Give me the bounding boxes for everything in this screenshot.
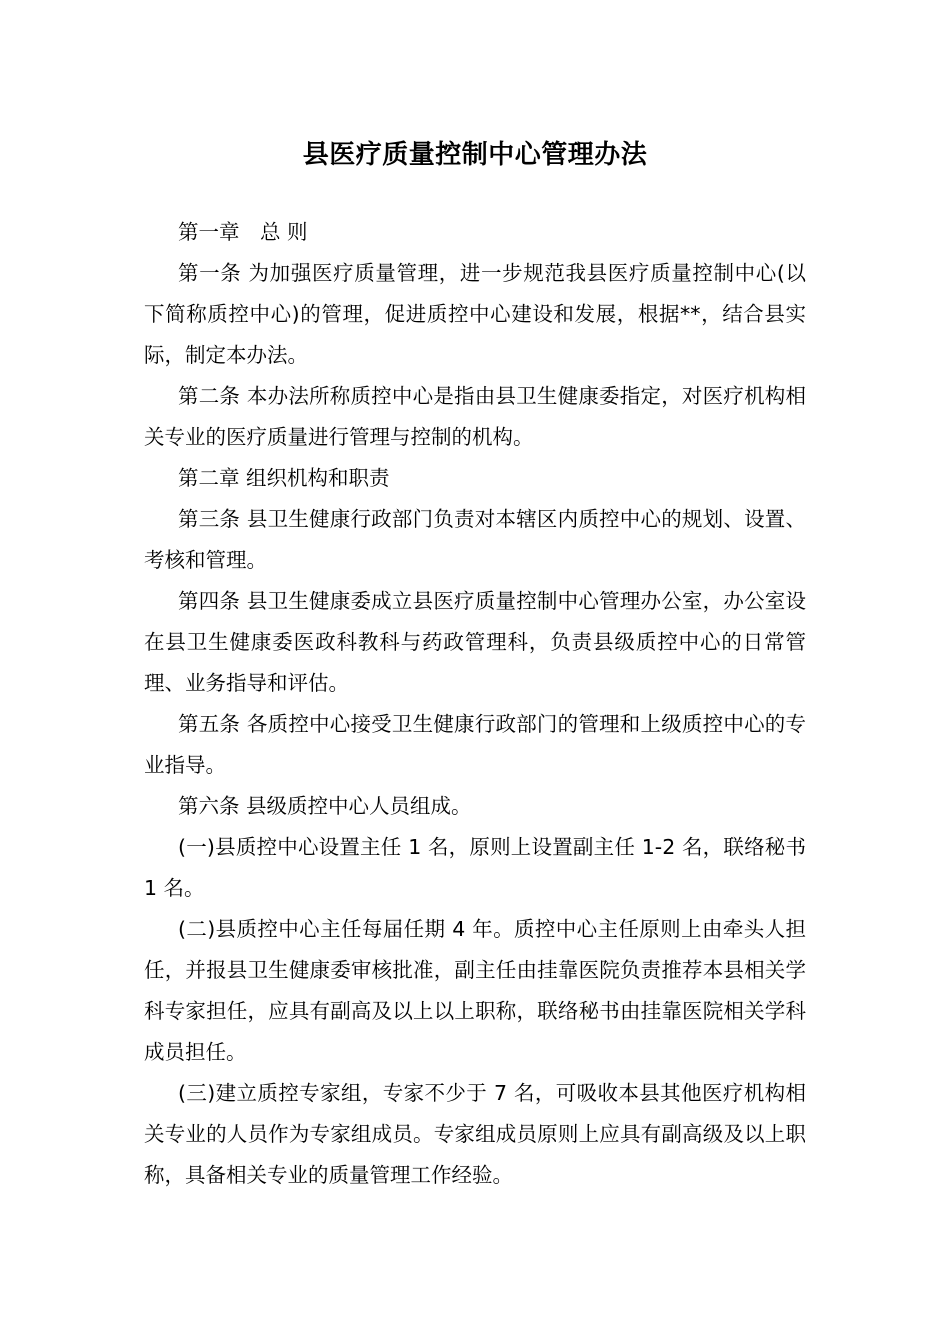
article-paragraph: 第四条 县卫生健康委成立县医疗质量控制中心管理办公室，办公室设在县卫生健康委医政科教科与药政管理科，负责县级质控中心的日常管理、业务指导和评估。 [144, 589, 806, 695]
list-item-paragraph: (三)建立质控专家组，专家不少于 7 名，可吸收本县其他医疗机构相关专业的人员作为专家组成员。专家组成员原则上应具有副高级及以上职称，具备相关专业的质量管理工作经验。 [144, 1081, 806, 1187]
article-paragraph: 第三条 县卫生健康行政部门负责对本辖区内质控中心的规划、设置、考核和管理。 [144, 507, 806, 572]
chapter-heading: 第二章 组织机构和职责 [178, 466, 390, 490]
article-paragraph: 第六条 县级质控中心人员组成。 [178, 794, 472, 818]
document-title: 县医疗质量控制中心管理办法 [302, 140, 648, 170]
document-body [144, 212, 806, 1196]
article-paragraph: 第一条 为加强医疗质量管理，进一步规范我县医疗质量控制中心(以下简称质控中心)的管理，促进质控中心建设和发展，根据**，结合县实际，制定本办法。 [144, 261, 806, 367]
list-item-paragraph: (二)县质控中心主任每届任期 4 年。质控中心主任原则上由牵头人担任，并报县卫生健康委审核批准，副主任由挂靠医院负责推荐本县相关学科专家担任，应具有副高及以上以上职称，联络秘书由挂靠医院相关学科成员担任。 [144, 917, 806, 1064]
article-paragraph: 第五条 各质控中心接受卫生健康行政部门的管理和上级质控中心的专业指导。 [144, 712, 806, 777]
chapter-heading: 第一章 总 则 [178, 220, 308, 244]
list-item-paragraph: (一)县质控中心设置主任 1 名，原则上设置副主任 1-2 名，联络秘书 1 名。 [144, 835, 806, 900]
article-paragraph: 第二条 本办法所称质控中心是指由县卫生健康委指定，对医疗机构相关专业的医疗质量进行管理与控制的机构。 [144, 384, 806, 449]
